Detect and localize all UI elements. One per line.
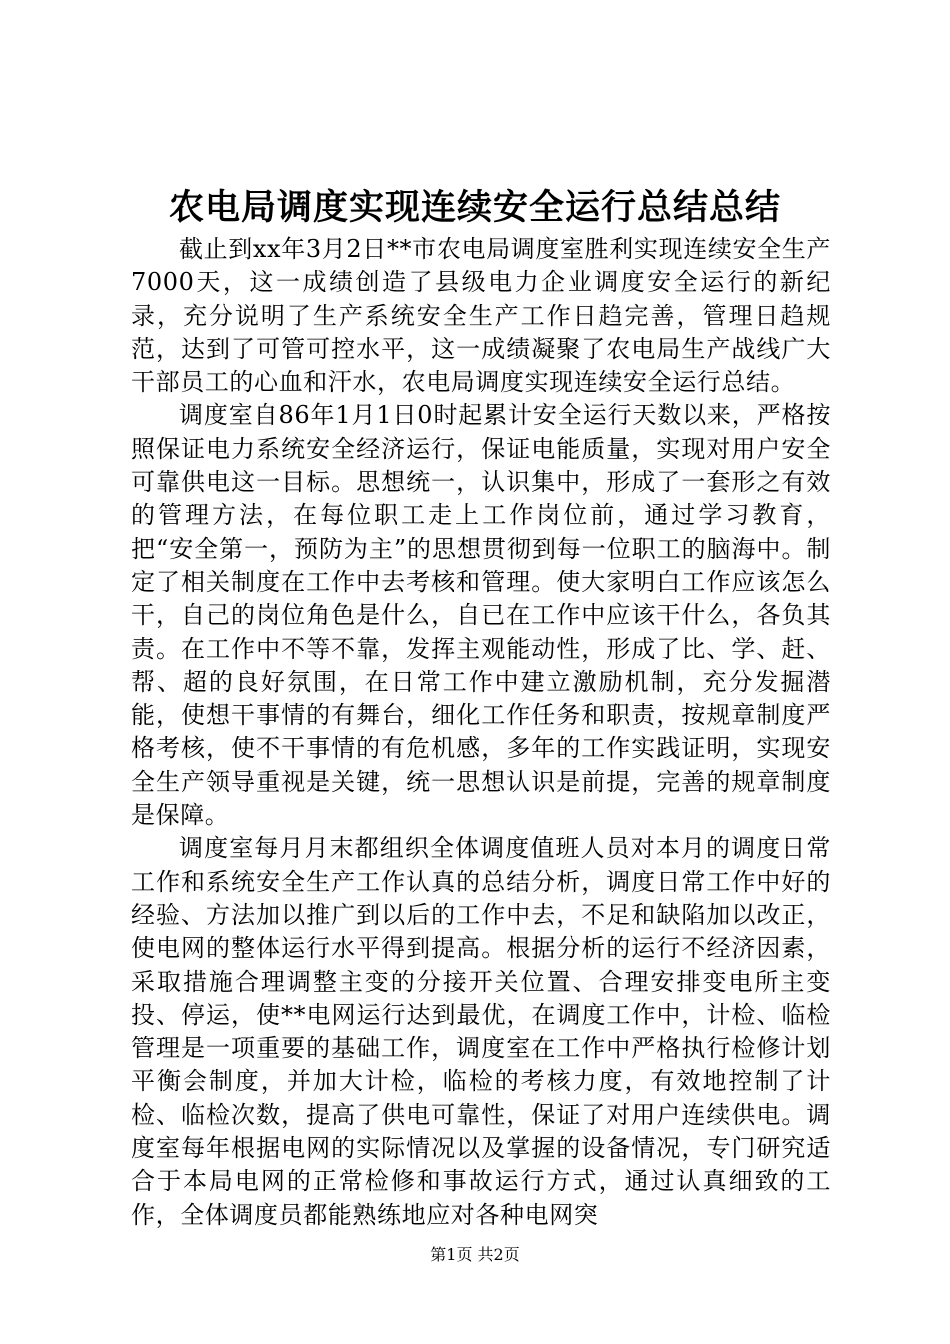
- document-title: 农电局调度实现连续安全运行总结总结: [168, 187, 781, 228]
- paragraph-3: 调度室每月月末都组织全体调度值班人员对本月的调度日常工作和系统安全生产工作认真的总结分析，调度日常工作中好的经验、方法加以推广到以后的工作中去，不足和缺陷加以改正，使电网的整体运行水平得到提高。根据分析的运行不经济因素，采取措施合理调整主变的分接开关位置、合理安排变电所主变投、停运，使**电网运行达到最优，在调度工作中，计检、临检管理是一项重要的基础工作，调度室在工作中严格执行检修计划平衡会制度，并加大计检，临检的考核力度，有效地控制了计检、临检次数，提高了供电可靠性，保证了对用户连续供电。调度室每年根据电网的实际情况以及掌握的设备情况，专门研究适合于本局电网的正常检修和事故运行方式，通过认真细致的工作，全体调度员都能熟练地应对各种电网突: [131, 834, 831, 1229]
- paragraph-1: 截止到xx年3月2日**市农电局调度室胜利实现连续安全生产7000天，这一成绩创造了县级电力企业调度安全运行的新纪录，充分说明了生产系统安全生产工作日趋完善，管理日趋规范，达到了可管可控水平，这一成绩凝聚了农电局生产战线广大干部员工的心血和汗水，农电局调度实现连续安全运行总结。: [131, 235, 831, 397]
- page-number-footer: 第1页 共2页: [430, 1245, 520, 1264]
- paragraph-2: 调度室自86年1月1日0时起累计安全运行天数以来，严格按照保证电力系统安全经济运行，保证电能质量，实现对用户安全可靠供电这一目标。思想统一，认识集中，形成了一套形之有效的管理方法，在每位职工走上工作岗位前，通过学习教育，把“安全第一，预防为主”的思想贯彻到每一位职工的脑海中。制定了相关制度在工作中去考核和管理。使大家明白工作应该怎么干，自己的岗位角色是什么，自已在工作中应该干什么，各负其责。在工作中不等不靠，发挥主观能动性，形成了比、学、赶、帮、超的良好氛围，在日常工作中建立激励机制，充分发掘潜能，使想干事情的有舞台，细化工作任务和职责，按规章制度严格考核，使不干事情的有危机感，多年的工作实践证明，实现安全生产领导重视是关键，统一思想认识是前提，完善的规章制度是保障。: [131, 401, 831, 830]
- document-body: [131, 233, 831, 1232]
